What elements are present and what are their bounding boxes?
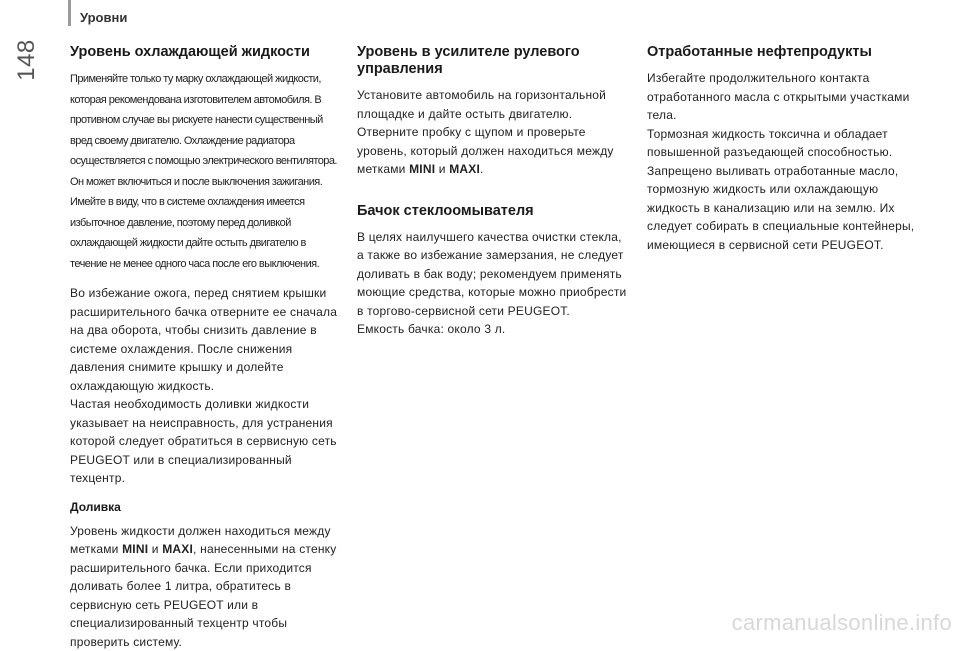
page-header-title: Уровни	[80, 10, 127, 25]
column-steering-washer	[357, 44, 632, 339]
used-oil-paragraph-3: Запрещено выливать отработанные масло, тормозную жидкость или охлаждающую жидкость в канализацию или на землю. Их следует собирать в специальные контейнеры, имеющиеся в сервисной сети PEUGEOT.	[647, 162, 917, 255]
used-oil-paragraph-1: Избегайте продолжительного контакта отработанного масла с открытыми участками тела.	[647, 69, 917, 125]
washer-heading: Бачок стеклоомывателя	[357, 203, 632, 220]
page-number: 148	[13, 37, 41, 83]
washer-capacity: Емкость бачка: около 3 л.	[357, 320, 632, 339]
header-accent-bar	[68, 0, 71, 26]
column-coolant	[70, 44, 342, 651]
mark-mini: MINI	[409, 162, 435, 176]
mark-maxi: MAXI	[162, 542, 193, 556]
washer-paragraph-1: В целях наилучшего качества очистки стекла, а также во избежание замерзания, не следует доливать в бак воду; рекомендуем применять моющие средства, которые можно приобрести в торгово-сервисной сети PEUGEOT.	[357, 228, 632, 321]
used-oil-paragraph-2: Тормозная жидкость токсична и обладает повышенной разъедающей способностью.	[647, 125, 917, 162]
coolant-paragraph-1: Во избежание ожога, перед снятием крышки расширительного бачка отверните ее сначала на два оборота, чтобы снизить давление в системе охлаждения. После снижения давления снимите крышку и долейте охлаждающую жидкость.	[70, 284, 342, 395]
topping-up-subheading: Доливка	[70, 500, 342, 514]
coolant-paragraph-2: Частая необходимость доливки жидкости указывает на неисправность, для устранения которой следует обратиться в сервисную сеть PEUGEOT или в специализированный техцентр.	[70, 395, 342, 488]
mark-maxi: MAXI	[449, 162, 480, 176]
coolant-heading: Уровень охлаждающей жидкости	[70, 44, 342, 61]
mark-mini: MINI	[122, 542, 148, 556]
used-oil-heading: Отработанные нефтепродукты	[647, 44, 917, 61]
coolant-paragraph-3: Уровень жидкости должен находиться между метками MINI и MAXI, нанесенными на стенку расширительного бачка. Если приходится доливать более 1 литра, обратитесь в сервисную сеть PEUGEOT или в специализированный техцентр чтобы проверить систему.	[70, 522, 342, 651]
column-used-oil	[647, 44, 917, 254]
watermark: carmanualsonline.info	[732, 610, 952, 636]
coolant-warning: Применяйте только ту марку охлаждающей жидкости, которая рекомендована изготовителем автомобиля. В противном случае вы рискуете нанести существенный вред своему двигателю. Охлаждение радиатора осуществляется с помощью электрического вентилятора. Он может включиться и после выключения зажигания. Имейте в виду, что в системе охлаждения имеется избыточное давление, поэтому перед доливкой охлаждающей жидкости дайте остыть двигателю в течение не менее одного часа после его выключения.	[70, 69, 342, 274]
steering-heading: Уровень в усилителе рулевого управления	[357, 44, 632, 78]
steering-paragraph: Установите автомобиль на горизонтальной площадке и дайте остыть двигателю. Отверните пробку с щупом и проверьте уровень, который должен находиться между метками MINI и MAXI.	[357, 86, 632, 179]
